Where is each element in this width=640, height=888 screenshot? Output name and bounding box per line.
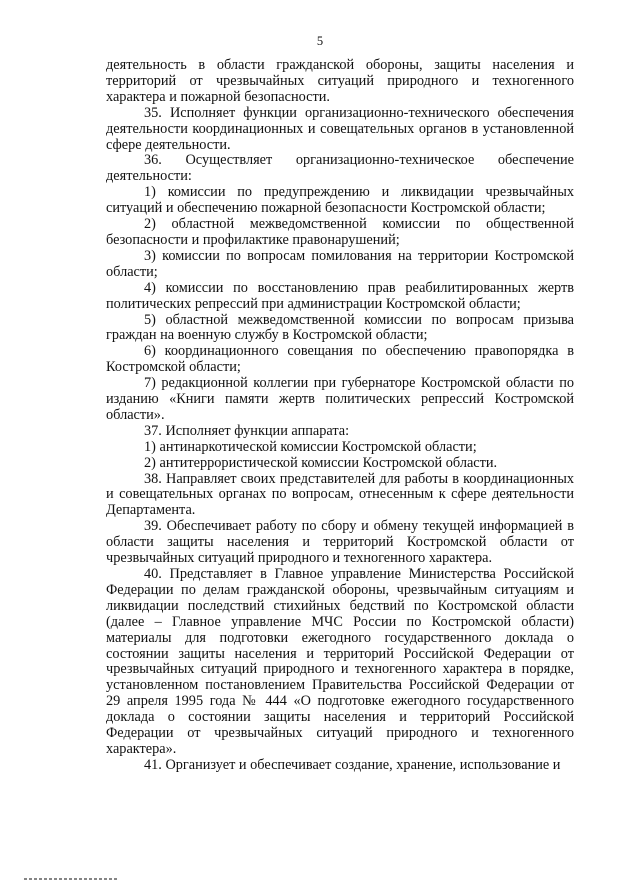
paragraph: 1) антинаркотической комиссии Костромской области; xyxy=(144,438,477,455)
paragraph: 2) областной межведомственной комиссии по общественной безопасности и профилактике правонарушений; xyxy=(106,216,574,248)
page-number: 5 xyxy=(316,34,324,48)
paragraph: 37. Исполняет функции аппарата: xyxy=(144,422,350,439)
paragraph: 3) комиссии по вопросам помилования на территории Костромской области; xyxy=(106,247,574,280)
scan-artifact-mark xyxy=(24,878,118,880)
paragraph: 2) антитеррористической комиссии Костромской области. xyxy=(144,454,498,471)
paragraph: 6) координационного совещания по обеспечению правопорядка в Костромской области; xyxy=(106,343,574,376)
paragraph: 41. Организует и обеспечивает создание, хранение, использование и xyxy=(144,756,561,773)
paragraph: 39. Обеспечивает работу по сбору и обмену текущей информацией в области защиты населения и территорий Костромской области от чрезвычайных ситуаций природного и техногенного характера. xyxy=(106,518,574,567)
paragraph: 7) редакционной коллегии при губернаторе Костромской области по изданию «Книги памяти жертв политических репрессий Костромской области». xyxy=(106,375,574,423)
paragraph: 38. Направляет своих представителей для работы в координационных и совещательных органах по вопросам, отнесенным к сфере деятельности Департамента. xyxy=(106,470,574,519)
paragraph: 36. Осуществляет организационно-техническое обеспечение деятельности: xyxy=(106,152,574,185)
document-body xyxy=(106,58,574,774)
paragraph: 5) областной межведомственной комиссии по вопросам призыва граждан на военную службу в Костромской области; xyxy=(106,311,574,344)
paragraph: 35. Исполняет функции организационно-технического обеспечения деятельности координационных и совещательных органов в установленной сфере деятельности. xyxy=(106,104,574,153)
paragraph: 40. Представляет в Главное управление Министерства Российской Федерации по делам гражданской обороны, чрезвычайным ситуациям и ликвидации последствий стихийных бедствий по Костромской области (далее – Главное управление МЧС России по Костромской области) материалы для подготовки ежегодного государственного доклада о состоянии защиты населения и территорий Российской Федерации от чрезвычайных ситуаций природного и техногенного характера в порядке, установленном постановлением Правительства Российской Федерации от 29 апреля 1995 года № 444 «О подготовке ежегодного государственного доклада о состоянии защиты населения и территорий Российской Федерации от чрезвычайных ситуаций природного и техногенного характера». xyxy=(106,566,574,757)
paragraph: деятельность в области гражданской обороны, защиты населения и территорий от чрезвычайных ситуаций природного и техногенного характера и пожарной безопасности. xyxy=(106,57,574,105)
paragraph: 1) комиссии по предупреждению и ликвидации чрезвычайных ситуаций и обеспечению пожарной безопасности Костромской области; xyxy=(106,184,574,217)
paragraph: 4) комиссии по восстановлению прав реабилитированных жертв политических репрессий при администрации Костромской области; xyxy=(106,279,574,312)
